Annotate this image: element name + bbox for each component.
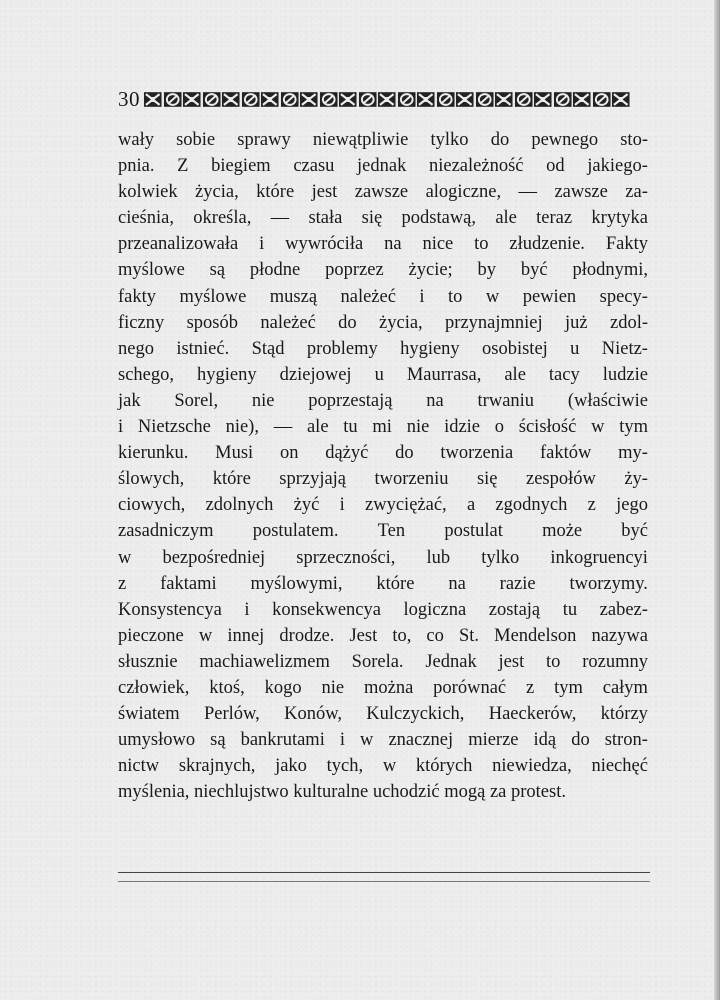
text-line: kierunku. Musi on dążyć do tworzenia faktów my- <box>118 443 648 464</box>
text-line: światem Perlów, Konów, Kulczyckich, Haeckerów, którzy <box>118 704 648 725</box>
ornament-cross-icon <box>377 91 397 108</box>
text-line: nictw skrajnych, jako tych, w których niewiedza, niechęć <box>118 756 648 777</box>
ornament-circle-icon <box>553 91 573 108</box>
text-line: schego, hygieny dziejowej u Maurrasa, ale tacy ludzie <box>118 364 648 385</box>
running-header <box>118 88 648 110</box>
text-line: myślowe są płodne poprzez życie; by być płodnymi, <box>118 260 648 281</box>
ornament-circle-icon <box>241 91 261 108</box>
text-line: z faktami myślowymi, które na razie tworzymy. <box>118 573 648 594</box>
text-line: ficzny sposób należeć do życia, przynajmniej już zdol- <box>118 312 648 333</box>
text-line: człowiek, ktoś, kogo nie można porównać z tym całym <box>118 677 648 698</box>
ornament-cross-icon <box>299 91 319 108</box>
text-line: ciowych, zdolnych żyć i zwyciężać, a zgodnych z jego <box>118 495 648 516</box>
text-line: myślenia, niechlujstwo kulturalne uchodzić mogą za protest. <box>118 782 566 803</box>
page-number: 30 <box>118 87 140 111</box>
text-line: jak Sorel, nie poprzestają na trwaniu (właściwie <box>118 390 648 411</box>
ornament-circle-icon <box>358 91 378 108</box>
text-line: nego istnieć. Stąd problemy hygieny osobistej u Nietz- <box>118 338 648 359</box>
ornament-cross-icon <box>221 91 241 108</box>
text-line: fakty myślowe muszą należeć i to w pewien specy- <box>118 286 648 307</box>
ornament-cross-icon <box>611 91 631 108</box>
ornament-circle-icon <box>202 91 222 108</box>
text-line: ślowych, które sprzyjają tworzeniu się zespołów ży- <box>118 469 648 490</box>
ornament-circle-icon <box>592 91 612 108</box>
ornament-circle-icon <box>280 91 300 108</box>
text-line: słusznie machiawelizmem Sorela. Jednak jest to rozumny <box>118 651 648 672</box>
ornament-cross-icon <box>572 91 592 108</box>
text-line: pnia. Z biegiem czasu jednak niezależność od jakiego- <box>118 156 648 177</box>
text-line: kolwiek życia, które jest zawsze alogiczne, — zawsze za- <box>118 182 648 203</box>
ornament-circle-icon <box>397 91 417 108</box>
bottom-rule-secondary <box>118 881 650 882</box>
ornament-cross-icon <box>338 91 358 108</box>
ornament-cross-icon <box>455 91 475 108</box>
ornament-circle-icon <box>163 91 183 108</box>
ornament-circle-icon <box>436 91 456 108</box>
ornament-cross-icon <box>533 91 553 108</box>
page-edge-shadow <box>714 0 720 1000</box>
bottom-rule <box>118 872 650 873</box>
text-line: pieczone w innej drodze. Jest to, co St. Mendelson nazywa <box>118 625 648 646</box>
text-line: umysłowo są bankrutami i w znacznej mierze idą do stron- <box>118 730 648 751</box>
ornament-cross-icon <box>416 91 436 108</box>
ornament-band <box>143 91 631 108</box>
ornament-circle-icon <box>475 91 495 108</box>
ornament-cross-icon <box>494 91 514 108</box>
ornament-cross-icon <box>260 91 280 108</box>
text-line: w bezpośredniej sprzeczności, lub tylko inkogruencyi <box>118 547 648 568</box>
text-line: i Nietzsche nie), — ale tu mi nie idzie o ścisłość w tym <box>118 417 648 438</box>
ornament-circle-icon <box>319 91 339 108</box>
ornament-circle-icon <box>514 91 534 108</box>
text-line: wały sobie sprawy niewątpliwie tylko do pewnego sto- <box>118 130 648 150</box>
text-line: zasadniczym postulatem. Ten postulat może być <box>118 521 648 542</box>
text-line: przeanalizowała i wywróciła na nice to złudzenie. Fakty <box>118 234 648 255</box>
text-line: cieśnia, określa, — stała się podstawą, ale teraz krytyka <box>118 208 648 229</box>
ornament-cross-icon <box>143 91 163 108</box>
body-text <box>118 127 648 805</box>
text-line: Konsystencya i konsekwencya logiczna zostają tu zabez- <box>118 599 648 620</box>
ornament-cross-icon <box>182 91 202 108</box>
